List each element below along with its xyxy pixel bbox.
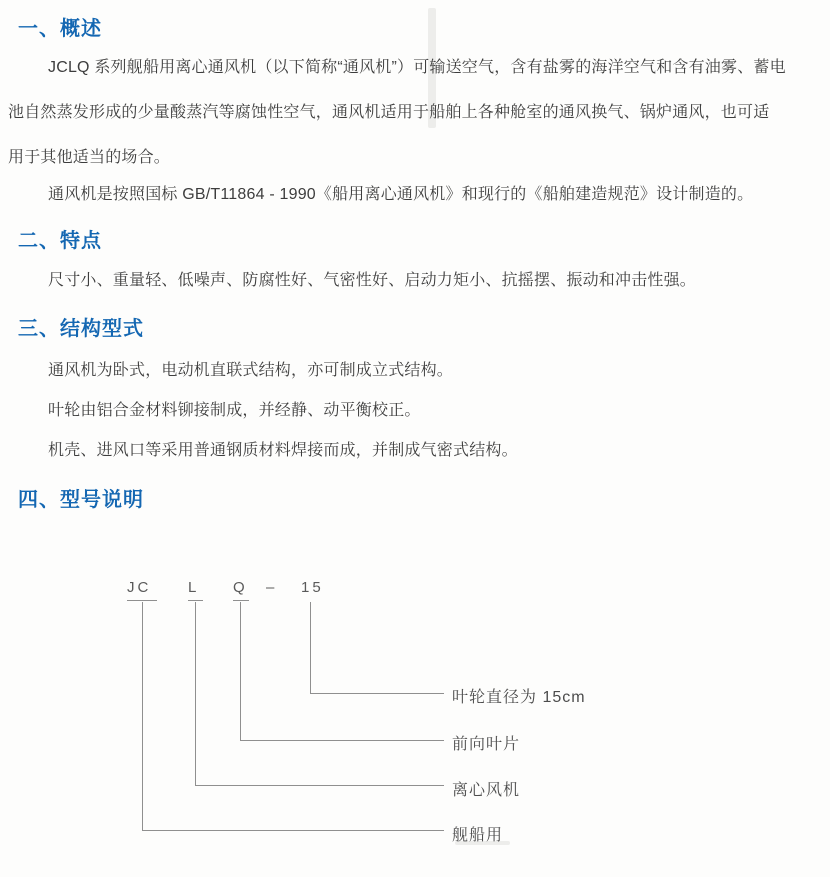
paragraph-line: 机壳、进风口等采用普通钢质材料焊接而成，并制成气密式结构。 — [48, 442, 518, 459]
diagram-label-forward-blades: 前向叶片 — [452, 736, 521, 753]
diagram-horizontal-line-l — [195, 785, 444, 786]
section-heading-structure: 三、结构型式 — [18, 318, 144, 340]
diagram-tick-line — [188, 600, 203, 601]
paragraph-line: 通风机是按照国标 GB/T11864 - 1990《船用离心通风机》和现行的《船舶建造规范》设计制造的。 — [48, 186, 754, 203]
paragraph-line: 叶轮由铝合金材料铆接制成，并经静、动平衡校正。 — [48, 402, 421, 419]
model-code-part-15: 15 — [301, 579, 324, 596]
diagram-horizontal-line-15 — [310, 693, 444, 694]
diagram-label-centrifugal-fan: 离心风机 — [452, 782, 521, 799]
diagram-vertical-line-l — [195, 602, 196, 786]
diagram-tick-line — [233, 600, 249, 601]
diagram-horizontal-line-q — [240, 740, 444, 741]
diagram-vertical-line-q — [240, 602, 241, 741]
diagram-horizontal-line-jc — [142, 830, 444, 831]
paragraph-line: JCLQ 系列舰船用离心通风机（以下简称“通风机”）可输送空气，含有盐雾的海洋空气和含有油雾、蓄电 — [48, 59, 786, 76]
model-code-dash: – — [266, 579, 278, 596]
section-heading-overview: 一、概述 — [18, 18, 102, 40]
diagram-vertical-line-jc — [142, 602, 143, 831]
model-code-part-q: Q — [233, 579, 248, 596]
diagram-tick-line — [127, 600, 157, 601]
section-heading-features: 二、特点 — [18, 230, 102, 252]
section-heading-model-designation: 四、型号说明 — [18, 489, 144, 511]
model-code-part-jc: JC — [127, 579, 152, 596]
paragraph-line: 用于其他适当的场合。 — [8, 149, 171, 166]
diagram-label-impeller-diameter: 叶轮直径为 15cm — [452, 689, 586, 706]
diagram-label-naval-ship-use: 舰船用 — [452, 827, 504, 844]
paragraph-line: 池自然蒸发形成的少量酸蒸汽等腐蚀性空气，通风机适用于船舶上各种舱室的通风换气、锅炉通风，也可适 — [8, 104, 770, 121]
paragraph-line: 通风机为卧式，电动机直联式结构，亦可制成立式结构。 — [48, 362, 454, 379]
diagram-vertical-line-15 — [310, 602, 311, 694]
paragraph-line: 尺寸小、重量轻、低噪声、防腐性好、气密性好、启动力矩小、抗摇摆、振动和冲击性强。 — [48, 272, 697, 289]
model-code-part-l: L — [188, 579, 200, 596]
